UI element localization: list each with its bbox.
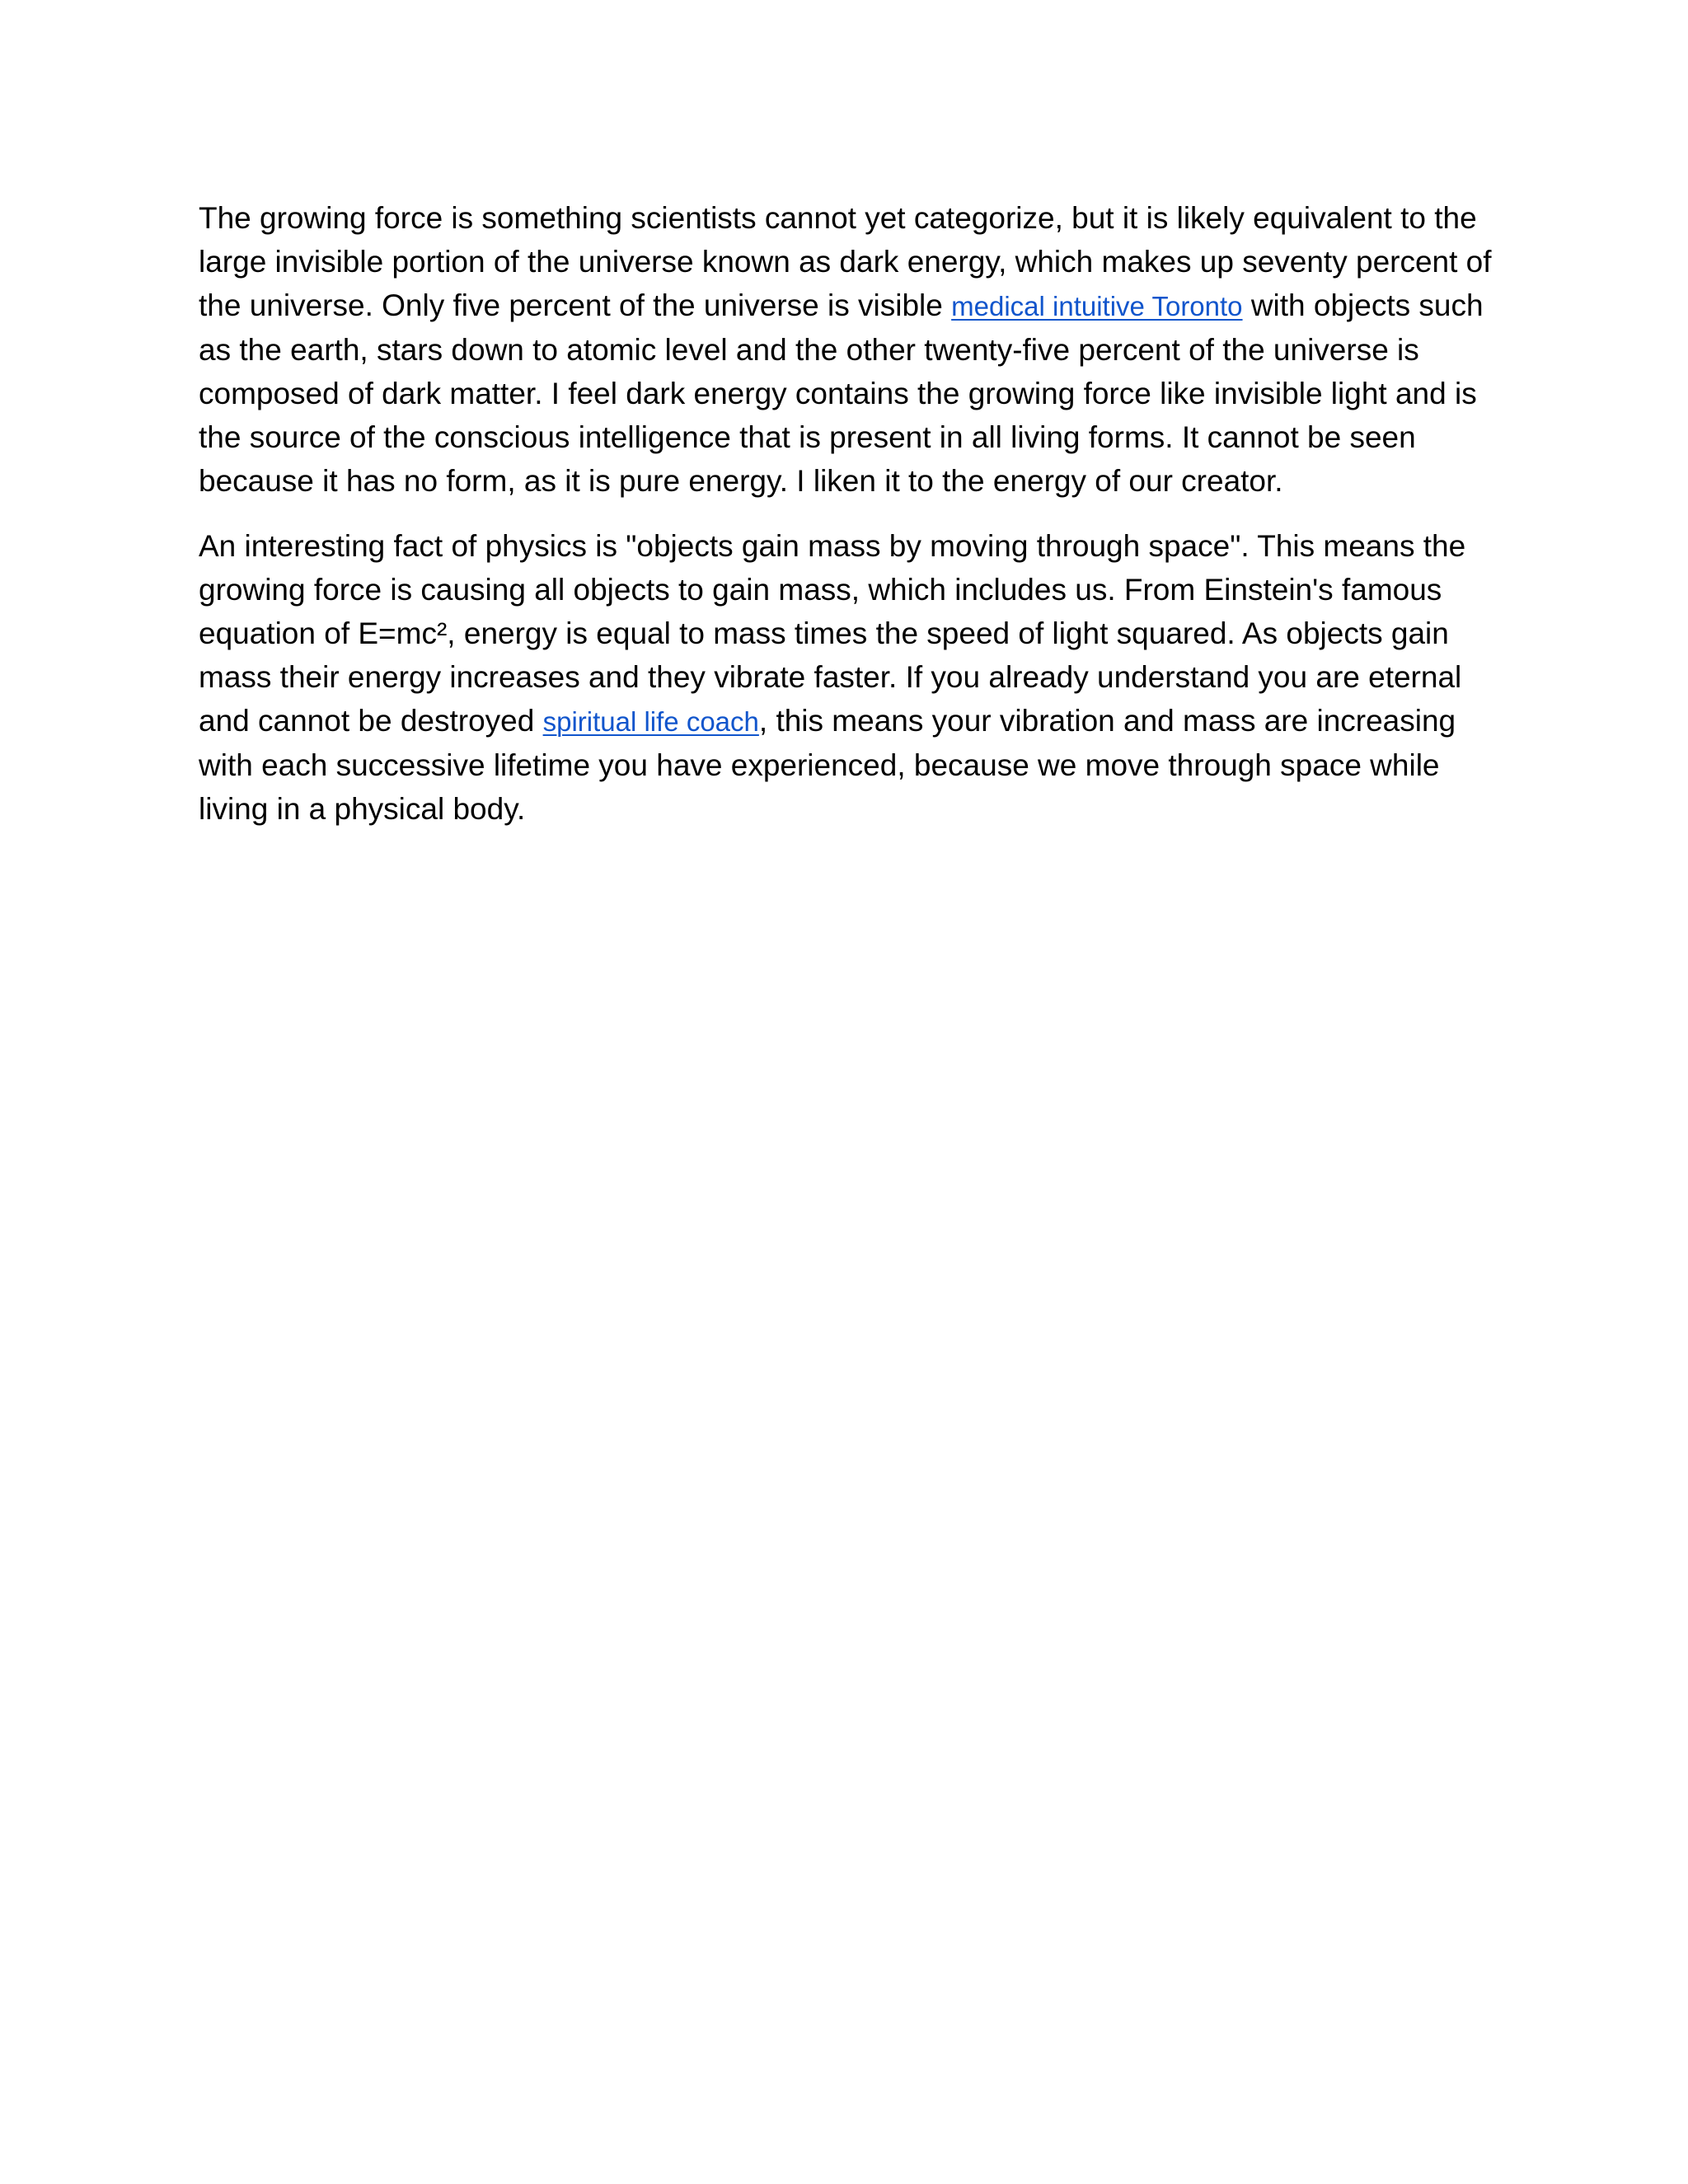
medical-intuitive-toronto-link[interactable]: medical intuitive Toronto — [951, 291, 1243, 321]
paragraph-1-text-start: The growing force is something scientists cannot yet categorize, but it is likely equivalent to the large invisible portion of the universe known as dark energy, which makes up seventy percent of the universe. Only five percent of the universe is visible — [199, 201, 1492, 322]
paragraph-2-text-end: , this means your vibration and mass are increasing with each successive lifetime you have experienced, because we move through space while living in a physical body. — [199, 704, 1456, 826]
spiritual-life-coach-link[interactable]: spiritual life coach — [542, 706, 759, 737]
document-body — [199, 196, 1501, 852]
paragraph-2 — [199, 524, 1501, 831]
paragraph-1-text-end: with objects such as the earth, stars down to atomic level and the other twenty-five percent of the universe is composed of dark matter. I feel dark energy contains the growing force like invisible light and is the source of the conscious intelligence that is present in all living forms. It cannot be seen because it has no form, as it is pure energy. I liken it to the energy of our creator. — [199, 288, 1484, 498]
paragraph-2-text-start: An interesting fact of physics is "objects gain mass by moving through space". This means the growing force is causing all objects to gain mass, which includes us. From Einstein's famous equation of E=mc², energy is equal to mass times the speed of light squared. As objects gain mass their energy increases and they vibrate faster. If you already understand you are eternal and cannot be destroyed — [199, 529, 1466, 738]
paragraph-1 — [199, 196, 1501, 503]
